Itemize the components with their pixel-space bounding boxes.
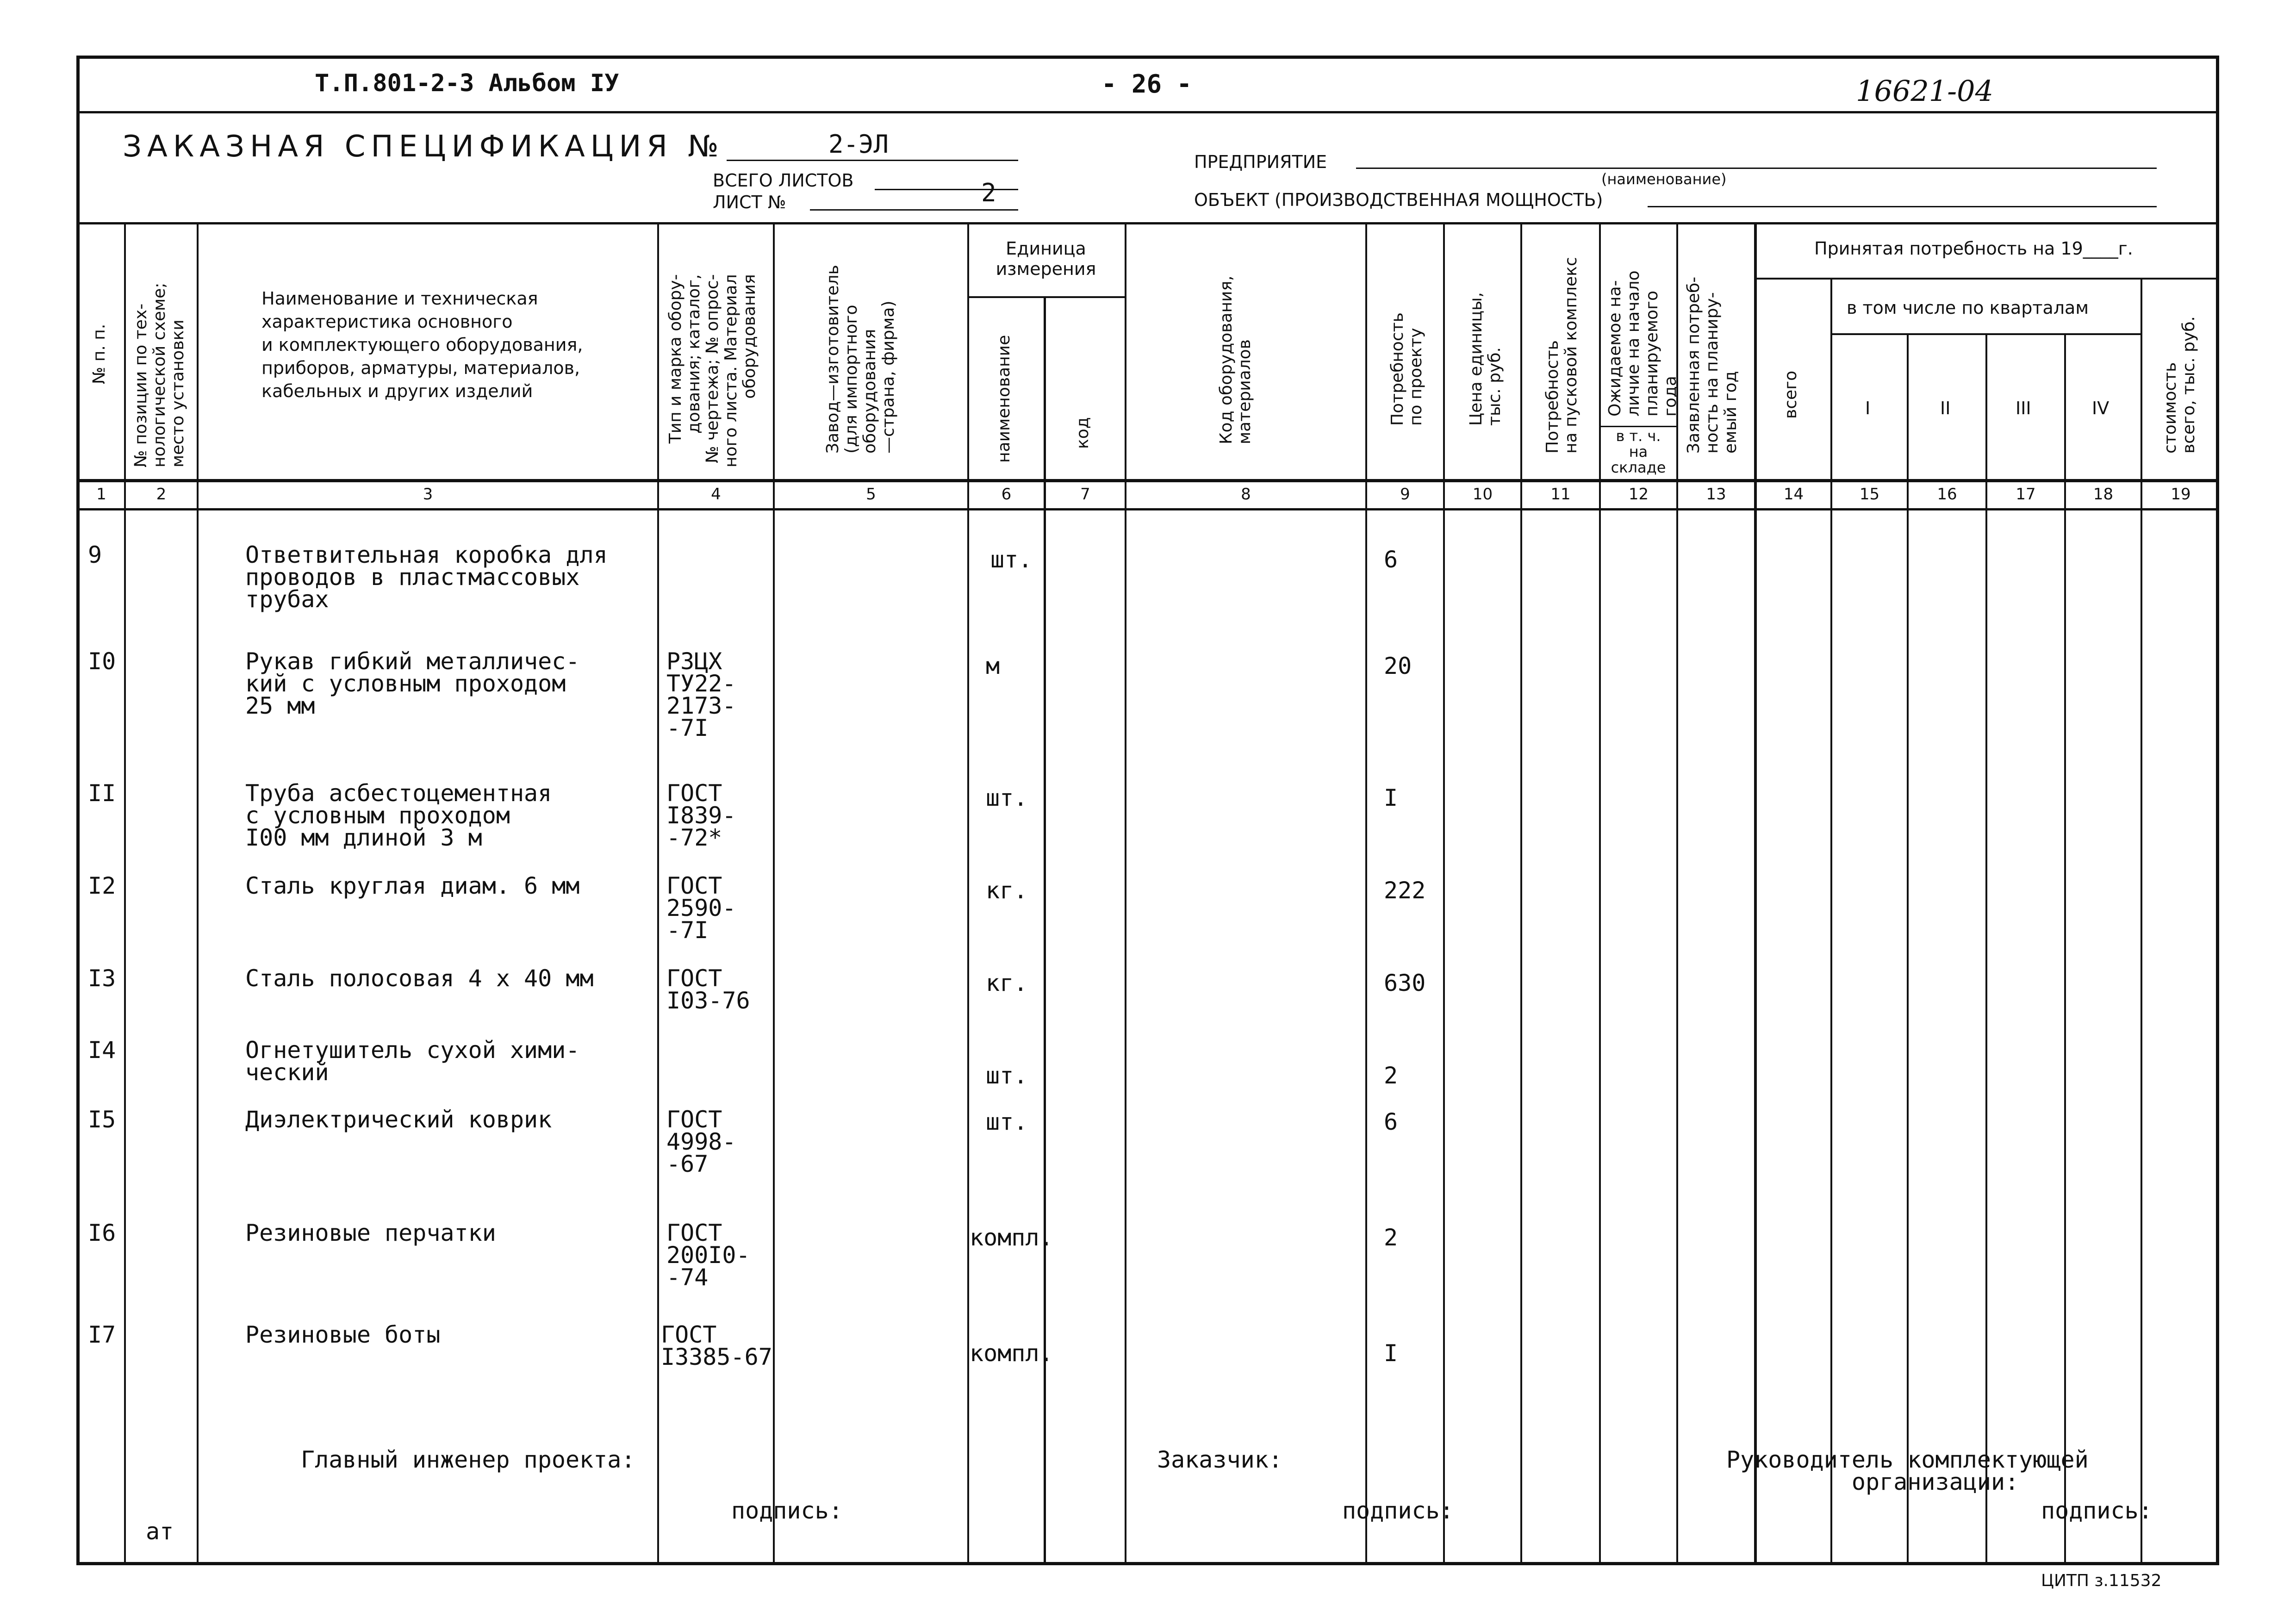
header-top-line: [76, 222, 2219, 224]
row-qty: 630: [1384, 970, 1426, 996]
colnum-8: 8: [1241, 485, 1251, 504]
colnum-bottom-line: [76, 508, 2219, 510]
header-col12-sub: в т. ч. на складе: [1611, 427, 1666, 476]
row-number: I5: [88, 1106, 116, 1133]
row-name: Резиновые боты: [245, 1321, 441, 1348]
page-number: - 26 -: [1101, 69, 1192, 99]
supplier-head-label: Руководитель комплектующей организации:: [1726, 1446, 2089, 1495]
row-unit: компл.: [970, 1340, 1053, 1367]
col-line-10: [1520, 222, 1522, 1565]
row-type: РЗЦХ ТУ22- 2173- -7I: [666, 648, 736, 741]
col-line-15: [1907, 333, 1909, 1565]
col-line-12: [1676, 222, 1678, 1565]
row-qty: 6: [1384, 1108, 1398, 1135]
col-line-4: [773, 222, 775, 1565]
header-col1: № п. п.: [90, 324, 109, 384]
row-name: Диэлектрический коврик: [245, 1106, 552, 1133]
row-name: Сталь полосовая 4 х 40 мм: [245, 965, 594, 992]
row-name: Сталь круглая диам. 6 мм: [245, 872, 580, 899]
handwritten-code: 16621-04: [1856, 74, 1994, 108]
colnum-10: 10: [1472, 485, 1493, 504]
row-type: ГОСТ 4998- -67: [666, 1106, 736, 1177]
col-line-18: [2140, 278, 2142, 1565]
spec-number: 2-ЭЛ: [828, 130, 889, 159]
total-sheets-label: ВСЕГО ЛИСТОВ: [713, 170, 854, 191]
row-qty: I: [1384, 1340, 1398, 1367]
header-unit-group: Единица измерения: [996, 238, 1096, 279]
col-line-14: [1830, 278, 1832, 1565]
naming-hint: (наименование): [1601, 170, 1727, 188]
object-underline: [1648, 206, 2157, 207]
row-qty: 2: [1384, 1224, 1398, 1251]
enterprise-label: ПРЕДПРИЯТИЕ: [1194, 152, 1327, 172]
unit-group-divider: [967, 296, 1125, 298]
row-unit: шт.: [986, 1062, 1028, 1089]
colnum-13: 13: [1706, 485, 1726, 504]
header-quarters-group: в том числе по кварталам: [1847, 298, 2089, 318]
header-col11: Потребность на пусковой комплекс: [1543, 257, 1580, 454]
row-qty: 20: [1384, 653, 1412, 679]
row-type: ГОСТ I839- -72*: [666, 780, 736, 851]
header-col10: Цена единицы, тыс. руб.: [1467, 292, 1504, 426]
row-name: Рукав гибкий металличес- кий с условным проходом 25 мм: [245, 648, 580, 719]
row-unit: шт.: [986, 784, 1028, 811]
row-number: I3: [88, 965, 116, 992]
row-unit: кг.: [986, 970, 1028, 996]
col-line-17: [2064, 333, 2066, 1565]
colnum-14: 14: [1783, 485, 1804, 504]
header-col13: Заявленная потреб- ность на планиру- емый год: [1684, 276, 1740, 454]
colnum-18: 18: [2093, 485, 2114, 504]
sheet-number: 2: [981, 178, 996, 207]
header-quarter-3: III: [2016, 398, 2031, 418]
enterprise-underline: [1356, 168, 2157, 169]
sheet-number-underline: [810, 209, 1018, 211]
spec-title: ЗАКАЗНАЯ СПЕЦИФИКАЦИЯ №: [123, 130, 724, 164]
col-line-13: [1754, 222, 1757, 1565]
header-quarter-1: I: [1865, 398, 1871, 418]
row-qty: I: [1384, 784, 1398, 811]
header-col9: Потребность по проекту: [1388, 312, 1425, 426]
chief-engineer-label: Главный инженер проекта:: [301, 1446, 635, 1473]
row-name: Резиновые перчатки: [245, 1220, 496, 1246]
colnum-9: 9: [1400, 485, 1410, 504]
album-reference: Т.П.801-2-3 Альбом IУ: [315, 69, 619, 97]
print-code: ЦИТП з.11532: [2041, 1571, 2162, 1590]
chief-engineer-signature-label: подпись:: [731, 1497, 843, 1524]
col-line-2: [197, 222, 199, 1565]
spec-number-underline: [727, 160, 1018, 161]
colnum-16: 16: [1937, 485, 1957, 504]
colnum-4: 4: [711, 485, 721, 504]
top-bar-divider: [76, 111, 2219, 113]
row-type: ГОСТ I03-76: [666, 965, 750, 1014]
header-col6: наименование: [995, 335, 1014, 463]
total-sheets-underline: [875, 189, 1018, 190]
header-col8: Код оборудования, материалов: [1217, 275, 1254, 444]
colnum-12: 12: [1628, 485, 1649, 504]
row-qty: 2: [1384, 1062, 1398, 1089]
row-number: 9: [88, 541, 102, 568]
quarters-group-divider: [1830, 333, 2140, 335]
row-type: ГОСТ 2590- -7I: [666, 872, 736, 944]
colnum-19: 19: [2171, 485, 2191, 504]
row-name: Труба асбестоцементная с условным проходом I00 мм длиной 3 м: [245, 780, 552, 851]
col-line-3: [657, 222, 659, 1565]
header-accepted-group: Принятая потребность на 19____г.: [1814, 238, 2133, 259]
corner-mark: ат: [146, 1518, 174, 1545]
customer-label: Заказчик:: [1157, 1446, 1282, 1473]
colnum-1: 1: [96, 485, 106, 504]
header-col5: Завод—изготовитель (для импортного оборудования —страна, фирма): [823, 265, 898, 454]
header-bottom-line: [76, 479, 2219, 482]
object-label: ОБЪЕКТ (ПРОИЗВОДСТВЕННАЯ МОЩНОСТЬ): [1194, 190, 1603, 210]
colnum-7: 7: [1080, 485, 1090, 504]
header-col12: Ожидаемое на- личие на начало планируемого года: [1605, 270, 1680, 417]
header-col2: № позиции по тех- нологической схеме; место установки: [131, 282, 187, 467]
row-unit: кг.: [986, 877, 1028, 904]
header-quarter-2: II: [1940, 398, 1951, 418]
col-line-16: [1985, 333, 1987, 1565]
row-qty: 222: [1384, 877, 1426, 904]
colnum-5: 5: [866, 485, 876, 504]
col-line-7: [1125, 222, 1126, 1565]
header-col14: всего: [1781, 370, 1800, 419]
row-unit: шт.: [986, 1108, 1028, 1135]
row-unit: м: [986, 653, 1000, 679]
colnum-11: 11: [1550, 485, 1571, 504]
row-number: I2: [88, 872, 116, 899]
colnum-3: 3: [423, 485, 433, 504]
header-col4: Тип и марка обору- дования; каталог, № чертежа; № опрос- ного листа. Материал оборудования: [666, 274, 759, 467]
row-number: I4: [88, 1037, 116, 1064]
colnum-6: 6: [1001, 485, 1012, 504]
row-number: II: [88, 780, 116, 807]
row-qty: 6: [1384, 546, 1398, 573]
row-name: Ответвительная коробка для проводов в пластмассовых трубах: [245, 541, 608, 613]
colnum-17: 17: [2016, 485, 2036, 504]
col-line-8: [1365, 222, 1367, 1565]
col-line-1: [124, 222, 126, 1565]
supplier-head-signature-label: подпись:: [2041, 1497, 2153, 1524]
header-col3: Наименование и техническая характеристика основного и комплектующего оборудования, приборов, арматуры, материалов, кабельных и других изделий: [261, 288, 583, 401]
col-line-9: [1443, 222, 1445, 1565]
row-unit: компл.: [970, 1224, 1053, 1251]
colnum-15: 15: [1859, 485, 1880, 504]
row-name: Огнетушитель сухой хими- ческий: [245, 1037, 580, 1086]
row-number: I7: [88, 1321, 116, 1348]
row-number: I0: [88, 648, 116, 675]
row-type: ГОСТ 200I0- -74: [666, 1220, 750, 1291]
colnum-2: 2: [156, 485, 167, 504]
row-type: ГОСТ I3385-67: [661, 1321, 772, 1370]
customer-signature-label: подпись:: [1342, 1497, 1454, 1524]
accepted-group-divider: [1754, 278, 2219, 280]
header-quarter-4: IV: [2092, 398, 2109, 418]
header-col7: код: [1073, 417, 1092, 449]
row-unit: шт.: [990, 546, 1033, 573]
sheet-label: ЛИСТ №: [713, 192, 786, 212]
header-col19: стоимость всего, тыс. руб.: [2161, 316, 2198, 454]
col-line-5: [967, 222, 969, 1565]
col-line-11: [1599, 222, 1601, 1565]
row-number: I6: [88, 1220, 116, 1246]
